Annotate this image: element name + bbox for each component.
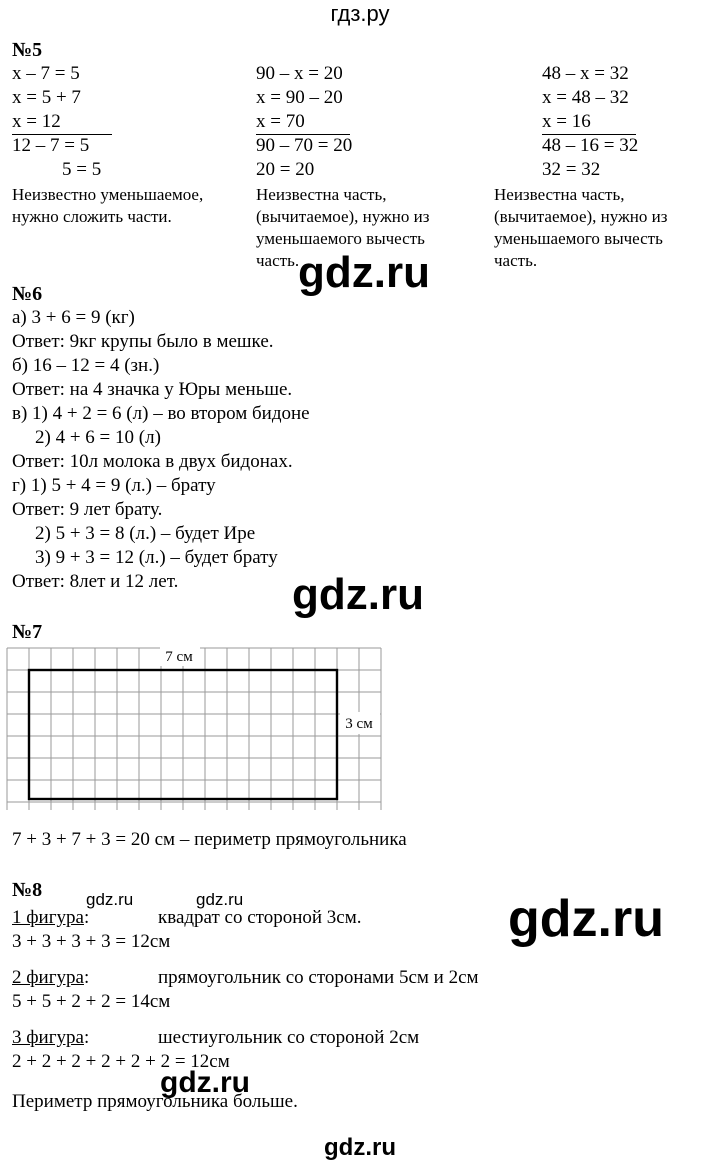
answer-line: Ответ: 9 лет брату.	[12, 499, 163, 520]
note-line: (вычитаемое), нужно из	[256, 207, 430, 226]
result-underlined: x = 12	[12, 110, 112, 135]
equation-line: x = 90 – 20	[256, 87, 343, 108]
equation-result	[256, 110, 350, 135]
figure-description: шестиугольник со стороной 2см	[158, 1027, 420, 1048]
figure-calc: 5 + 5 + 2 + 2 = 14см	[12, 991, 171, 1012]
equation-line: x = 5 + 7	[12, 87, 81, 108]
figure-name: 3 фигура	[12, 1027, 84, 1048]
note-line: (вычитаемое), нужно из	[494, 207, 668, 226]
figure-colon: :	[83, 967, 90, 988]
equation-line: 90 – x = 20	[256, 63, 343, 84]
answer-line: Ответ: на 4 значка у Юры меньше.	[12, 379, 293, 400]
answer-line: Ответ: 8лет и 12 лет.	[12, 571, 179, 592]
site-header: гдз.ру	[330, 1, 390, 26]
figure-label	[12, 906, 89, 930]
result-underlined: x = 16	[542, 110, 636, 135]
solution-line: в) 1) 4 + 2 = 6 (л) – во втором бидоне	[12, 403, 310, 424]
note-line: Неизвестна часть,	[256, 185, 387, 204]
task6-title: №6	[12, 283, 43, 305]
figure-calc: 2 + 2 + 2 + 2 + 2 + 2 = 12см	[12, 1051, 230, 1072]
watermark-small: gdz.ru	[196, 890, 244, 909]
solution-line: 2) 4 + 6 = 10 (л)	[35, 427, 161, 448]
note-line: часть.	[494, 251, 538, 270]
watermark: gdz.ru	[508, 890, 664, 948]
task5-title: №5	[12, 39, 43, 61]
check-line: 90 – 70 = 20	[256, 135, 353, 156]
figure-name: 2 фигура	[12, 967, 84, 988]
perimeter-answer: 7 + 3 + 7 + 3 = 20 см – периметр прямоугольника	[12, 829, 407, 850]
solution-line: б) 16 – 12 = 4 (зн.)	[12, 355, 160, 376]
equation-result	[12, 110, 112, 135]
watermark-small: gdz.ru	[86, 890, 134, 909]
check-line: 5 = 5	[62, 159, 102, 180]
note-line: часть.	[256, 251, 300, 270]
watermark: gdz.ru	[160, 1066, 250, 1099]
figure-colon: :	[83, 1027, 90, 1048]
task8-title: №8	[12, 879, 43, 901]
watermark-footer: gdz.ru	[324, 1134, 396, 1161]
equation-line: x = 48 – 32	[542, 87, 629, 108]
solution-line: г) 1) 5 + 4 = 9 (л.) – брату	[12, 475, 216, 496]
watermark: gdz.ru	[298, 248, 430, 297]
result-underlined: x = 70	[256, 110, 350, 135]
answer-line: Ответ: 10л молока в двух бидонах.	[12, 451, 293, 472]
check-line: 32 = 32	[542, 159, 601, 180]
figure-name: 1 фигура	[12, 907, 84, 928]
grid-lines	[7, 648, 381, 810]
width-label: 7 см	[165, 649, 193, 665]
grid-drawing	[0, 640, 400, 820]
watermark: gdz.ru	[292, 570, 424, 619]
answer-line: Ответ: 9кг крупы было в мешке.	[12, 331, 274, 352]
figure-colon: :	[83, 907, 90, 928]
note-line: Неизвестна часть,	[494, 185, 625, 204]
check-line: 20 = 20	[256, 159, 315, 180]
task7-title: №7	[12, 621, 43, 643]
figure-label	[12, 1026, 89, 1050]
equation-result	[542, 110, 636, 135]
height-label: 3 см	[345, 716, 373, 732]
note-line: Неизвестно уменьшаемое,	[12, 185, 204, 204]
conclusion: Периметр прямоугольника больше.	[12, 1091, 298, 1112]
note-line: уменьшаемого вычесть	[256, 229, 425, 248]
check-line: 12 – 7 = 5	[12, 135, 90, 156]
figure-description: прямоугольник со сторонами 5см и 2см	[158, 967, 479, 988]
solution-line: а) 3 + 6 = 9 (кг)	[12, 307, 135, 328]
note-line: нужно сложить части.	[12, 207, 172, 226]
figure-label	[12, 966, 89, 990]
note-line: уменьшаемого вычесть	[494, 229, 663, 248]
solution-line: 2) 5 + 3 = 8 (л.) – будет Ире	[35, 523, 256, 544]
equation-line: x – 7 = 5	[12, 63, 80, 84]
solution-line: 3) 9 + 3 = 12 (л.) – будет брату	[35, 547, 278, 568]
figure-description: квадрат со стороной 3см.	[158, 907, 362, 928]
check-line: 48 – 16 = 32	[542, 135, 639, 156]
figure-calc: 3 + 3 + 3 + 3 = 12см	[12, 931, 171, 952]
equation-line: 48 – x = 32	[542, 63, 629, 84]
